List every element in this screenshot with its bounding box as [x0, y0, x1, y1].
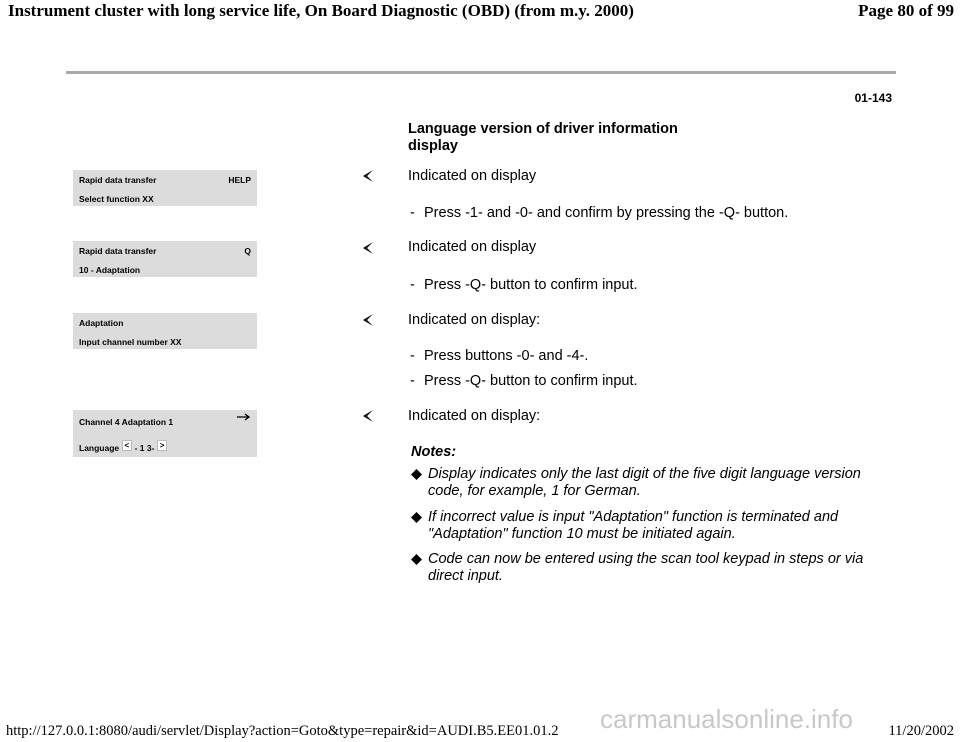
arrow-left-icon — [362, 313, 374, 327]
display-line1: Channel 4 Adaptation 1 — [79, 417, 174, 427]
diamond-bullet-icon — [411, 469, 422, 480]
step-item: - Press -Q- button to confirm input. — [410, 277, 638, 293]
indicated-text: Indicated on display: — [408, 408, 541, 424]
arrow-left-icon — [362, 241, 374, 255]
display-box — [73, 313, 257, 349]
display-line2: 10 - Adaptation — [79, 265, 141, 275]
note-item: Display indicates only the last digit of the five digit language version code, for example, 1 for German. — [411, 466, 881, 500]
display-line2: Language < - 1 3- > — [79, 440, 167, 453]
display-box — [73, 241, 257, 277]
note-item: Code can now be entered using the scan tool keypad in steps or via direct input. — [411, 551, 881, 585]
display-line1-right: HELP — [228, 175, 251, 185]
key-right: > — [157, 440, 168, 451]
step-item: - Press -1- and -0- and confirm by pressing the -Q- button. — [410, 205, 789, 221]
indicated-text: Indicated on display: — [408, 312, 541, 328]
step-item: - Press -Q- button to confirm input. — [410, 373, 638, 389]
watermark: carmanualsonline.info — [600, 704, 853, 734]
arrow-right-icon — [237, 413, 251, 421]
document-title: Instrument cluster with long service life, On Board Diagnostic (OBD) (from m.y. 2000) — [8, 1, 634, 20]
display-line1: Rapid data transfer — [79, 246, 157, 256]
arrow-left-icon — [362, 409, 374, 423]
display-line1-right: Q — [244, 246, 251, 256]
step-item: - Press buttons -0- and -4-. — [410, 348, 589, 364]
display-line2: Input channel number XX — [79, 337, 182, 347]
indicated-text: Indicated on display — [408, 239, 537, 255]
footer-date: 11/20/2002 — [888, 723, 954, 739]
display-box — [73, 170, 257, 206]
page-counter: Page 80 of 99 — [858, 1, 954, 20]
page-number: 01-143 — [854, 91, 892, 105]
diamond-bullet-icon — [411, 554, 422, 565]
display-line1: Rapid data transfer — [79, 175, 157, 185]
arrow-left-icon — [362, 169, 374, 183]
diamond-bullet-icon — [411, 512, 422, 523]
indicated-text: Indicated on display — [408, 168, 537, 184]
key-left: < — [122, 440, 133, 451]
note-item: If incorrect value is input "Adaptation" function is terminated and "Adaptation" function 10 must be initiated again. — [411, 509, 881, 543]
display-line2: Select function XX — [79, 194, 154, 204]
notes-label: Notes: — [411, 444, 457, 460]
footer-url: http://127.0.0.1:8080/audi/servlet/Display?action=Goto&type=repair&id=AUDI.B5.EE01.01.2 — [6, 723, 559, 739]
display-box — [73, 410, 257, 457]
header-rule — [66, 71, 896, 74]
display-line1: Adaptation — [79, 318, 124, 328]
section-heading: Language version of driver information display — [408, 121, 678, 154]
